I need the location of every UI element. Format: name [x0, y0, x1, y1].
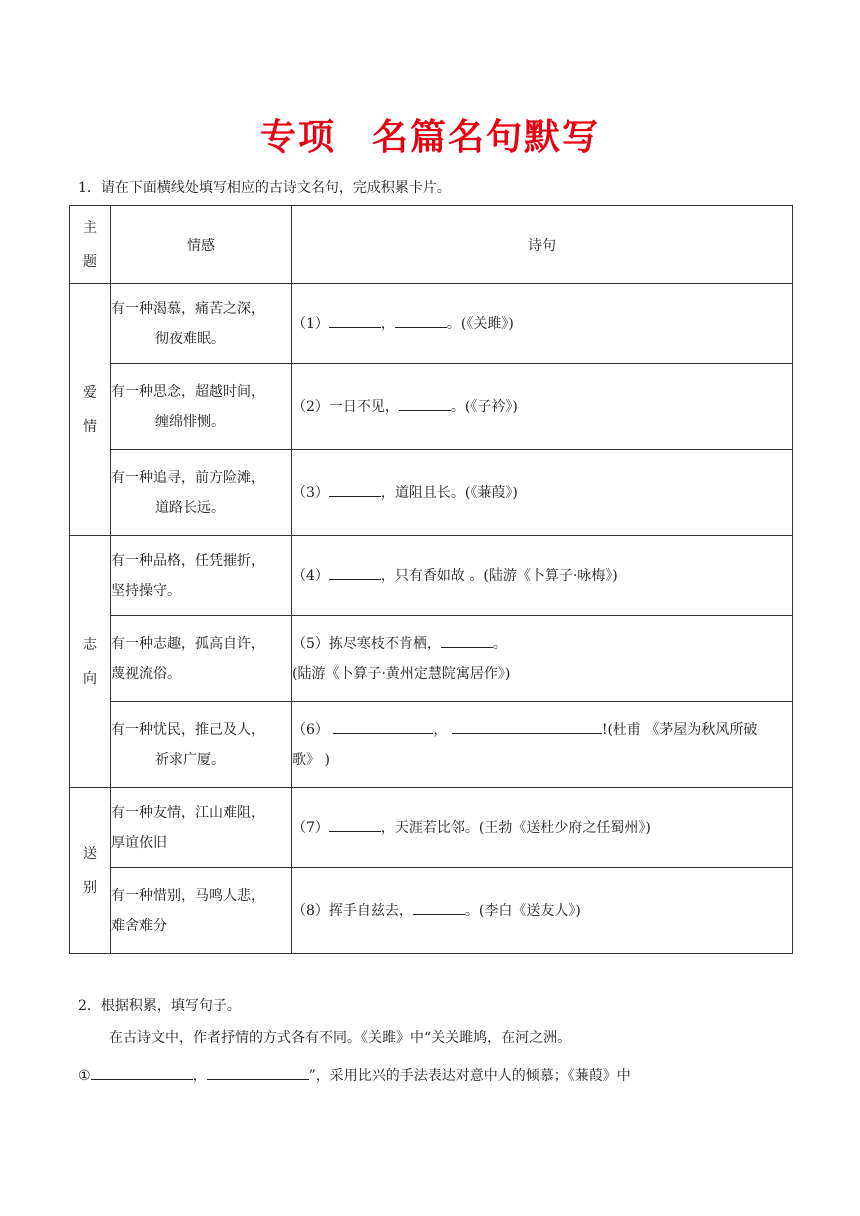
header-poem: 诗句 — [292, 206, 793, 284]
table-row — [70, 364, 793, 450]
table-row — [70, 788, 793, 868]
poem-cell: （1） ， 。(《关雎》) — [292, 284, 793, 364]
emotion-cell: 有一种品格，任凭摧折， 坚持操守。 — [111, 536, 292, 616]
answer-blank[interactable] — [413, 898, 465, 915]
emotion-cell: 有一种忧民，推己及人， 祈求广厦。 — [111, 702, 292, 788]
answer-blank[interactable] — [441, 631, 493, 648]
table-row — [70, 616, 793, 702]
question-2-prompt: 2．根据积累，填写句子。 — [78, 998, 241, 1014]
answer-blank[interactable] — [329, 480, 381, 497]
emotion-cell: 有一种友情，江山难阻， 厚谊依旧 — [111, 788, 292, 868]
answer-blank[interactable] — [91, 1063, 193, 1080]
poem-cell: （5）拣尽寒枝不肯栖， 。 (陆游《卜算子·黄州定慧院寓居作》) — [292, 616, 793, 702]
table-row — [70, 450, 793, 536]
question-2-paragraph-line-2: ① ， ”，采用比兴的手法表达对意中人的倾慕；《蒹葭》中 — [78, 1063, 631, 1086]
question-2-paragraph-line-1: 在古诗文中，作者抒情的方式各有不同。《关雎》中“关关雎鸠，在河之洲。 — [109, 1030, 572, 1046]
poem-cell: （4） ，只有香如故 。(陆游《卜算子·咏梅》) — [292, 536, 793, 616]
answer-blank[interactable] — [395, 311, 447, 328]
table-row — [70, 536, 793, 616]
table-row — [70, 702, 793, 788]
theme-farewell: 送 别 — [70, 788, 111, 954]
header-theme: 主 题 — [70, 206, 111, 284]
answer-blank[interactable] — [399, 394, 451, 411]
answer-blank[interactable] — [452, 717, 602, 734]
poem-cell: （6） ， !(杜甫 《茅屋为秋风所破 歌》 ) — [292, 702, 793, 788]
table-row — [70, 284, 793, 364]
theme-aspiration: 志 向 — [70, 536, 111, 788]
title-part-1: 专项 — [259, 117, 336, 158]
answer-blank[interactable] — [333, 717, 433, 734]
answer-blank[interactable] — [329, 311, 381, 328]
accumulation-card-table — [69, 205, 793, 954]
answer-blank[interactable] — [207, 1063, 309, 1080]
table-row — [70, 868, 793, 954]
table-header-row — [70, 206, 793, 284]
emotion-cell: 有一种惜别，马鸣人悲， 难舍难分 — [111, 868, 292, 954]
emotion-cell: 有一种思念，超越时间， 缠绵悱恻。 — [111, 364, 292, 450]
emotion-cell: 有一种渴慕，痛苦之深， 彻夜难眠。 — [111, 284, 292, 364]
question-1-prompt: 1．请在下面横线处填写相应的古诗文名句，完成积累卡片。 — [78, 180, 451, 196]
header-emotion: 情感 — [111, 206, 292, 284]
answer-blank[interactable] — [329, 815, 381, 832]
emotion-cell: 有一种志趣，孤高自许， 蔑视流俗。 — [111, 616, 292, 702]
poem-cell: （8）挥手自兹去， 。(李白《送友人》) — [292, 868, 793, 954]
poem-cell: （3） ，道阻且长。(《蒹葭》) — [292, 450, 793, 536]
theme-love: 爱 情 — [70, 284, 111, 536]
page-title — [0, 114, 860, 162]
title-part-2: 名篇名句默写 — [372, 117, 601, 158]
emotion-cell: 有一种追寻，前方险滩， 道路长远。 — [111, 450, 292, 536]
poem-cell: （7） ，天涯若比邻。(王勃《送杜少府之任蜀州》) — [292, 788, 793, 868]
answer-blank[interactable] — [329, 563, 381, 580]
poem-cell: （2）一日不见， 。(《子衿》) — [292, 364, 793, 450]
